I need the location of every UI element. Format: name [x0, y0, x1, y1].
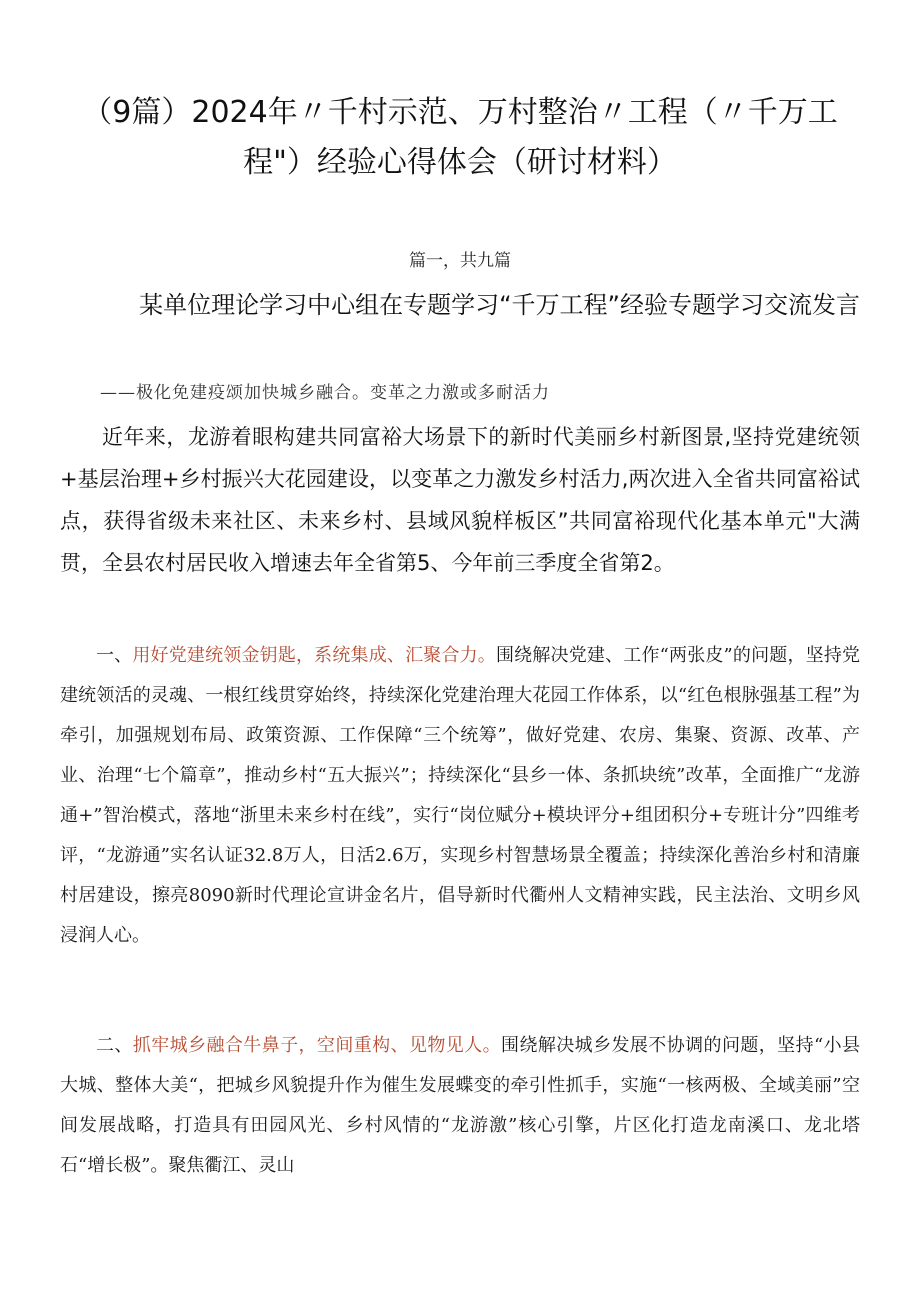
paragraph-two-body: 围绕解决城乡发展不协调的问题，坚持“小县大城、整体大美“，把城乡风貌提升作为催生发展蝶变的牵引性抓手，实施“一核两极、全域美丽”空间发展战略，打造具有田园风光、乡村风情的“龙游激”核心引擎，片区化打造龙南溪口、龙北塔石“增长极”。聚焦衢江、灵山: [60, 1035, 860, 1176]
paragraph-one-heading: 用好党建统领金钥匙，系统集成、汇聚合力。: [132, 645, 496, 666]
paragraph-one: [60, 636, 860, 956]
lead-paragraph: 近年来，龙游着眼构建共同富裕大场景下的新时代美丽乡村新图景,坚持党建统领+基层治理+乡村振兴大花园建设，以变革之力激发乡村活力,两次进入全省共同富裕试点，获得省级未来社区、未来乡村、县域风貌样板区”共同富裕现代化基本单元"大满贯，全县农村居民收入增速去年全省第5、今年前三季度全省第2。: [60, 425, 860, 575]
paragraph-one-prefix: 一、: [96, 645, 133, 666]
paragraph-two-prefix: 二、: [96, 1035, 133, 1056]
speech-subtitle: ——极化免建疫颂加快城乡融合。变革之力激或多耐活力: [100, 383, 550, 403]
speech-title: 某单位理论学习中心组在专题学习“千万工程”经验专题学习交流发言: [139, 291, 860, 319]
paragraph-two-heading: 抓牢城乡融合牛鼻子，空间重构、见物见人。: [132, 1035, 502, 1056]
document-title: （9篇）2024年〃千村示范、万村整治〃工程（〃千万工程"）经验心得体会（研讨材料）: [82, 95, 838, 180]
paragraph-two: [60, 1026, 860, 1296]
section-label: 篇一，共九篇: [409, 251, 511, 271]
paragraph-one-body: 围绕解决党建、工作“两张皮”的问题，坚持党建统领活的灵魂、一根红线贯穿始终，持续深化党建治理大花园工作体系，以“红色根脉强基工程”为牵引，加强规划布局、政策资源、工作保障“三个统筹”，做好党建、农房、集聚、资源、改革、产业、治理“七个篇章”，推动乡村“五大振兴”；持续深化“县乡一体、条抓块统”改革，全面推广“龙游通+”智治模式，落地“浙里未来乡村在线”，实行“岗位赋分+模块评分+组团积分+专班计分”四维考评，“龙游通”实名认证32.8万人，日活2.6万，实现乡村智慧场景全覆盖；持续深化善治乡村和清廉村居建设，擦亮8090新时代理论宣讲金名片，倡导新时代衢州人文精神实践，民主法治、文明乡风浸润人心。: [60, 645, 861, 946]
